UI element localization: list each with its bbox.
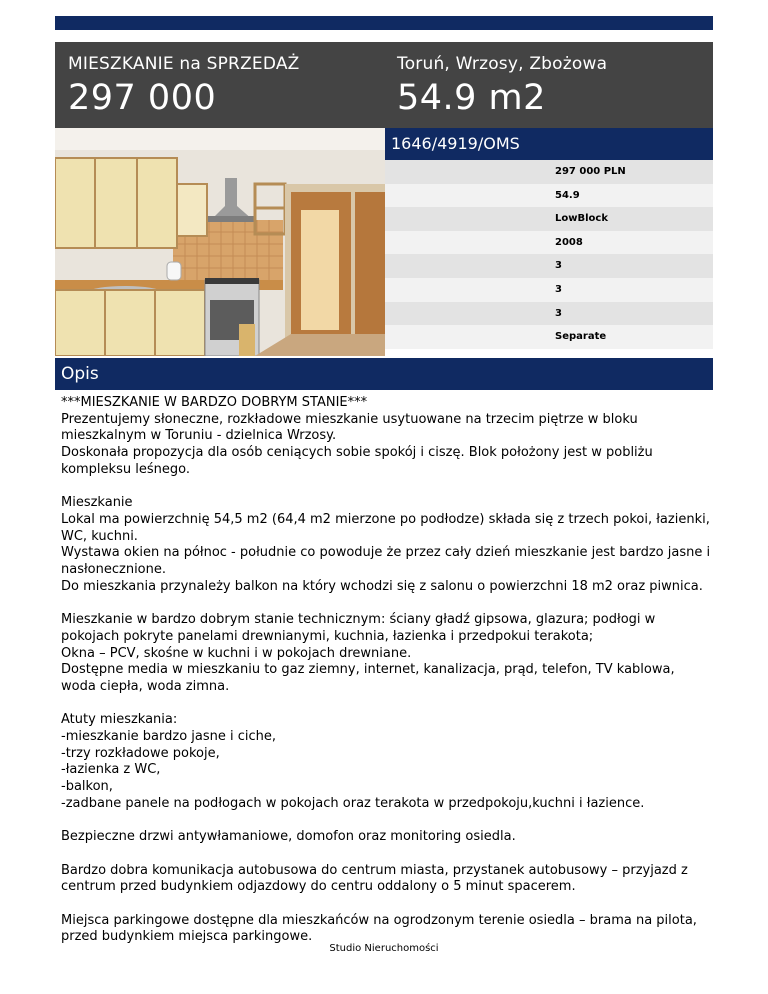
spec-row-7: 3 <box>385 302 713 326</box>
listing-area: 54.9 m2 <box>397 78 546 118</box>
spec-kitchen: Separate <box>385 325 713 349</box>
description-paragraph: ***MIESZKANIE W BARDZO DOBRYM STANIE*** Prezentujemy słoneczne, rozkładowe mieszkanie usytuowane na trzecim piętrze w bloku mieszkalnym w Toruniu - dzielnica Wrzosy. Doskonała propozycja dla osób ceniących sobie spokój i ciszę. Blok położony jest w pobliżu kompleksu leśnego. <box>61 395 653 477</box>
description-paragraph: Miejsca parkingowe dostępne dla mieszkańców na ogrodzonym terenie osiedla – brama na pilota, przed budynkiem miejsca parkingowe. <box>61 912 697 945</box>
specs-table <box>385 160 713 349</box>
footer-agency: Studio Nieruchomości <box>329 943 439 954</box>
listing-header <box>55 42 713 128</box>
description-paragraph: Bezpieczne drzwi antywłamaniowe, domofon oraz monitoring osiedla. <box>61 829 516 845</box>
spec-price: 297 000 PLN <box>385 160 713 184</box>
spec-row-6: 3 <box>385 278 713 302</box>
reference-number: 1646/4919/OMS <box>391 134 520 153</box>
description-header <box>55 358 713 390</box>
reference-bar <box>385 128 713 160</box>
section-title: Opis <box>61 364 99 384</box>
listing-location: Toruń, Wrzosy, Zbożowa <box>397 54 608 74</box>
description-paragraph: Bardzo dobra komunikacja autobusowa do centrum miasta, przystanek autobusowy – przyjazd z centrum przed budynkiem odjazdowy do centru oddalony o 5 minut spacerem. <box>61 862 688 895</box>
spec-row-5: 3 <box>385 254 713 278</box>
description-paragraph: Atuty mieszkania: -mieszkanie bardzo jasne i ciche, -trzy rozkładowe pokoje, -łazienka z WC, -balkon, -zadbane panele na podłogach w pokojach oraz terakota w przedpokoju,kuchni i łazience. <box>61 712 645 811</box>
top-accent-bar <box>55 16 713 30</box>
header-right <box>397 54 607 118</box>
spec-year: 2008 <box>385 231 713 255</box>
listing-type: MIESZKANIE na SPRZEDAŻ <box>68 54 300 74</box>
description-paragraph: Mieszkanie w bardzo dobrym stanie technicznym: ściany gładź gipsowa, glazura; podłogi w pokojach pokryte panelami drewnianymi, kuchnia, łazienka i przedpokui terakota; Okna – PCV, skośne w kuchni i w pokojach drewniane. Dostępne media w mieszkaniu to gaz ziemny, internet, kanalizacja, prąd, telefon, TV kablowa, woda ciepła, woda zimna. <box>61 612 675 694</box>
listing-price: 297 000 <box>68 78 217 118</box>
spec-building-type: LowBlock <box>385 207 713 231</box>
header-left <box>68 54 300 118</box>
description-paragraph: Mieszkanie Lokal ma powierzchnię 54,5 m2 (64,4 m2 mierzone po podłodze) składa się z trzech pokoi, łazienki, WC, kuchni. Wystawa okien na północ - południe co powoduje że przez cały dzień mieszkanie jest bardzo jasne i nasłonecznione. Do mieszkania przynależy balkon na który wchodzi się z salonu o powierzchni 18 m2 oraz piwnica. <box>61 495 711 594</box>
spec-area: 54.9 <box>385 184 713 208</box>
kitchen-photo <box>55 128 385 356</box>
description <box>61 395 711 963</box>
